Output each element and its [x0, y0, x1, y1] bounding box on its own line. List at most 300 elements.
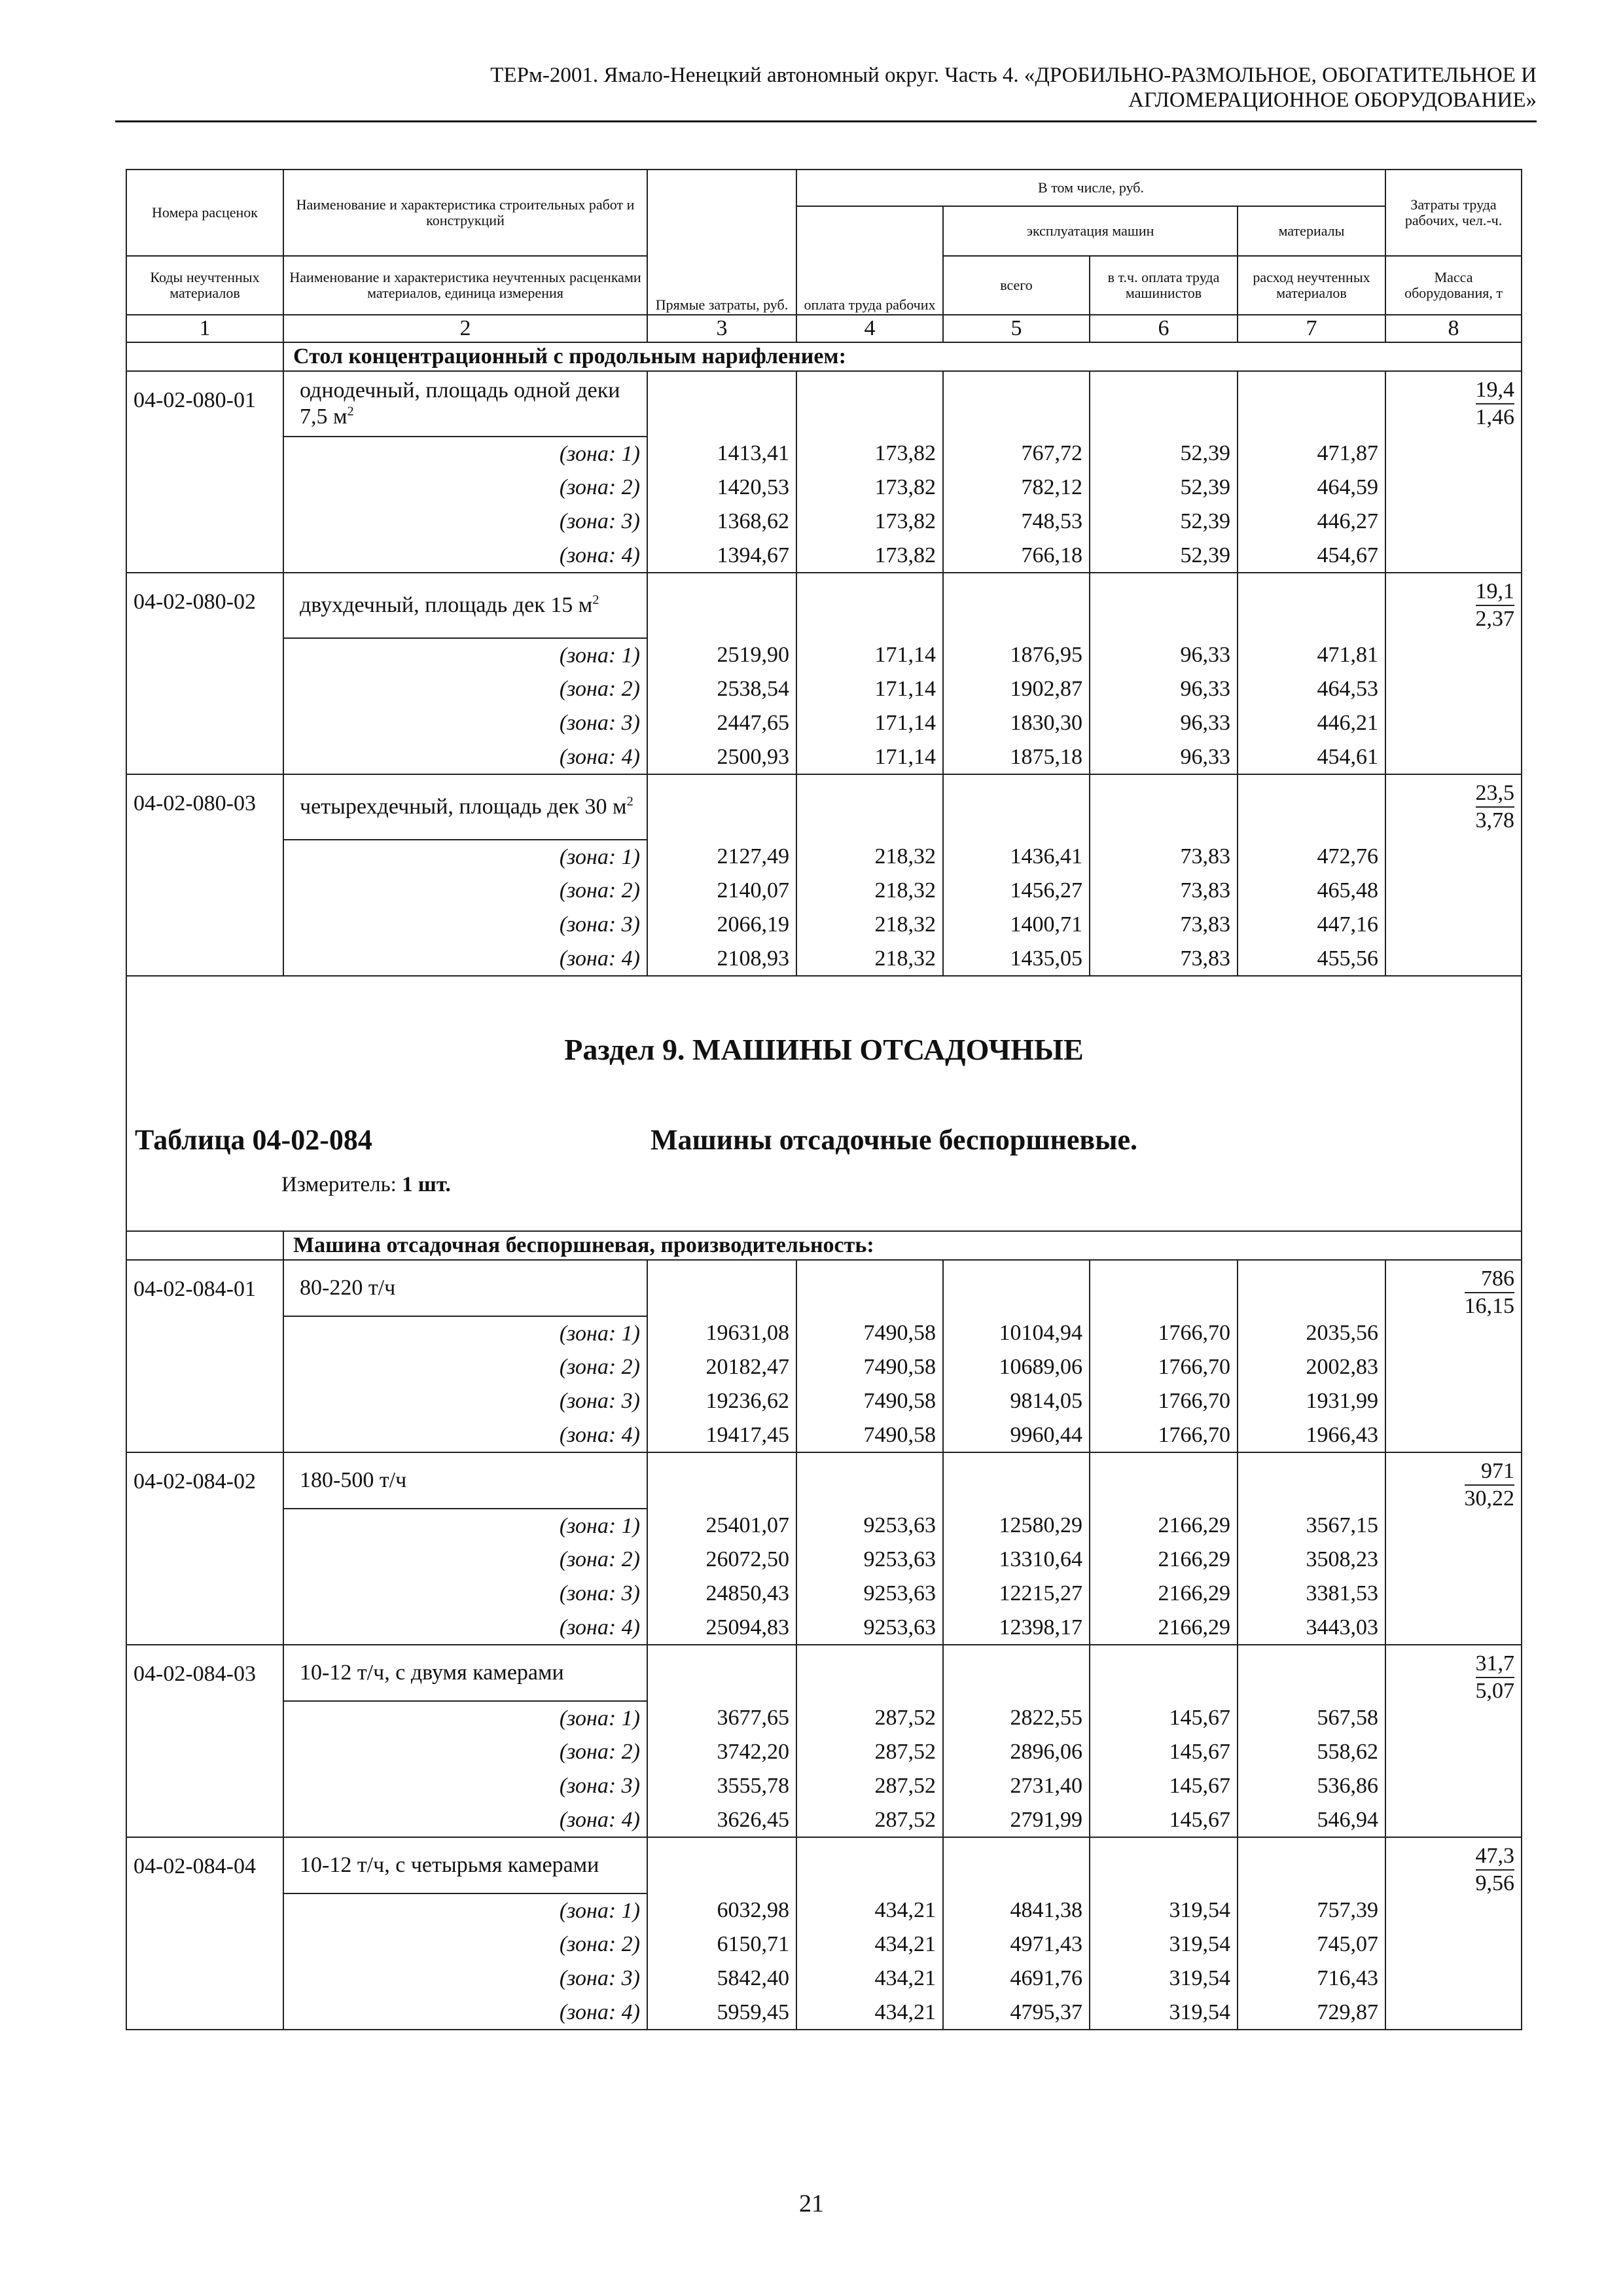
value-cell: 4971,43: [943, 1928, 1090, 1962]
value-cell: 218,32: [796, 908, 943, 942]
value-cell: 2731,40: [943, 1769, 1090, 1803]
value-cell: 2002,83: [1238, 1350, 1385, 1384]
superscript: 2: [347, 404, 354, 419]
empty-cell: [796, 371, 943, 437]
labor-mass-fraction: [1476, 780, 1515, 834]
zone-label: (зона: 4): [283, 539, 647, 573]
value-cell: 19631,08: [647, 1316, 796, 1350]
value-cell: 96,33: [1090, 638, 1238, 672]
equipment-mass: 5,07: [1475, 1679, 1515, 1703]
col7-header: расход неучтенных материалов: [1238, 256, 1385, 315]
labor-mass-cell: [1385, 371, 1522, 573]
value-cell: 73,83: [1090, 908, 1238, 942]
col8-header: Затраты труда рабочих, чел.-ч.: [1385, 170, 1522, 256]
value-cell: 19236,62: [647, 1384, 796, 1418]
value-cell: 20182,47: [647, 1350, 796, 1384]
value-cell: 145,67: [1090, 1701, 1238, 1735]
labor-cost: 19,4: [1476, 377, 1515, 404]
rate-code: 04-02-084-02: [126, 1452, 283, 1645]
labor-mass-fraction: [1476, 1651, 1515, 1704]
zone-label: (зона: 4): [283, 1803, 647, 1837]
equipment-mass: 2,37: [1475, 607, 1515, 631]
labor-mass-cell: [1385, 1260, 1522, 1452]
value-cell: 171,14: [796, 638, 943, 672]
rate-code: 04-02-084-03: [126, 1645, 283, 1837]
col8-subheader: Масса оборудования, т: [1385, 256, 1522, 315]
value-cell: 52,39: [1090, 437, 1238, 471]
value-cell: 9253,63: [796, 1509, 943, 1543]
value-cell: 173,82: [796, 437, 943, 471]
value-cell: 3626,45: [647, 1803, 796, 1837]
value-cell: 26072,50: [647, 1543, 796, 1577]
value-cell: 716,43: [1238, 1962, 1385, 1996]
value-cell: 5959,45: [647, 1996, 796, 2030]
value-cell: 1436,41: [943, 840, 1090, 874]
value-cell: 447,16: [1238, 908, 1385, 942]
empty-cell: [647, 1645, 796, 1701]
zone-label: (зона: 3): [283, 1769, 647, 1803]
value-cell: 472,76: [1238, 840, 1385, 874]
value-cell: 173,82: [796, 539, 943, 573]
value-cell: 464,59: [1238, 471, 1385, 505]
value-cell: 145,67: [1090, 1803, 1238, 1837]
value-cell: 218,32: [796, 874, 943, 908]
empty-cell: [943, 1452, 1090, 1509]
header-line-2: АГЛОМЕРАЦИОННОЕ ОБОРУДОВАНИЕ»: [1128, 88, 1537, 112]
labor-cost: 786: [1465, 1266, 1515, 1293]
value-cell: 25094,83: [647, 1611, 796, 1645]
group-header: В том числе, руб.: [796, 170, 1385, 206]
empty-cell: [796, 1645, 943, 1701]
item-name-text: 80-220 т/ч: [300, 1276, 396, 1300]
zone-label: (зона: 2): [283, 1735, 647, 1769]
value-cell: 9814,05: [943, 1384, 1090, 1418]
zone-row: [126, 1803, 1522, 1837]
value-cell: 745,07: [1238, 1928, 1385, 1962]
header-line-1: ТЕРм-2001. Ямало-Ненецкий автономный округ. Часть 4. «ДРОБИЛЬНО-РАЗМОЛЬНОЕ, ОБОГАТИТЕЛЬНОЕ И: [490, 63, 1537, 87]
zone-row: [126, 1893, 1522, 1928]
value-cell: 96,33: [1090, 740, 1238, 774]
value-cell: 4841,38: [943, 1893, 1090, 1928]
group-title: Стол концентрационный с продольным нарифлением:: [283, 342, 1522, 371]
zone-row: [126, 706, 1522, 740]
empty-cell: [796, 573, 943, 638]
value-cell: 287,52: [796, 1769, 943, 1803]
zone-row: [126, 638, 1522, 672]
value-cell: 1420,53: [647, 471, 796, 505]
item-name-text: однодечный, площадь одной деки 7,5 м: [300, 378, 620, 429]
zone-row: [126, 1611, 1522, 1645]
value-cell: 2166,29: [1090, 1509, 1238, 1543]
zone-row: [126, 1735, 1522, 1769]
value-cell: 1368,62: [647, 505, 796, 539]
labor-mass-fraction: [1465, 1266, 1515, 1319]
empty-cell: [647, 774, 796, 840]
value-cell: 9253,63: [796, 1611, 943, 1645]
table-row: [126, 1260, 1522, 1316]
value-cell: 6032,98: [647, 1893, 796, 1928]
labor-mass-cell: [1385, 774, 1522, 976]
value-cell: 73,83: [1090, 942, 1238, 976]
rate-code: 04-02-080-01: [126, 371, 283, 573]
empty-cell: [1238, 774, 1385, 840]
zone-row: [126, 505, 1522, 539]
equipment-mass: 16,15: [1464, 1294, 1515, 1318]
value-cell: 24850,43: [647, 1577, 796, 1611]
value-cell: 2035,56: [1238, 1316, 1385, 1350]
value-cell: 7490,58: [796, 1384, 943, 1418]
empty-cell: [796, 1260, 943, 1316]
zone-label: (зона: 2): [283, 1928, 647, 1962]
empty-cell: [647, 573, 796, 638]
empty-cell: [1238, 1837, 1385, 1893]
equipment-mass: 30,22: [1464, 1486, 1515, 1511]
labor-mass-fraction: [1476, 1843, 1515, 1897]
zone-row: [126, 908, 1522, 942]
value-cell: 434,21: [796, 1962, 943, 1996]
superscript: 2: [592, 592, 599, 607]
col-number: 7: [1238, 315, 1385, 342]
table-name: Машины отсадочные беспоршневые.: [651, 1124, 1138, 1156]
value-cell: 2108,93: [647, 942, 796, 976]
rate-code: 04-02-084-04: [126, 1837, 283, 2030]
value-cell: 1766,70: [1090, 1418, 1238, 1452]
zone-row: [126, 1701, 1522, 1735]
table-row: [126, 1645, 1522, 1701]
labor-cost: 19,1: [1476, 579, 1515, 606]
zone-row: [126, 1350, 1522, 1384]
empty-cell: [796, 774, 943, 840]
rates-table: [126, 169, 1522, 2030]
value-cell: 218,32: [796, 840, 943, 874]
labor-cost: 971: [1465, 1458, 1515, 1486]
value-cell: 2140,07: [647, 874, 796, 908]
value-cell: 536,86: [1238, 1769, 1385, 1803]
labor-mass-fraction: [1465, 1458, 1515, 1512]
equipment-mass: 9,56: [1475, 1871, 1515, 1895]
item-name: [283, 1452, 647, 1509]
value-cell: 2166,29: [1090, 1611, 1238, 1645]
col-number: 5: [943, 315, 1090, 342]
zone-label: (зона: 3): [283, 1384, 647, 1418]
value-cell: 3742,20: [647, 1735, 796, 1769]
table-row: [126, 573, 1522, 638]
superscript: 2: [626, 794, 633, 809]
table-row: [126, 371, 1522, 437]
value-cell: 446,27: [1238, 505, 1385, 539]
zone-label: (зона: 2): [283, 1350, 647, 1384]
value-cell: 173,82: [796, 471, 943, 505]
value-cell: 218,32: [796, 942, 943, 976]
item-name: [283, 1837, 647, 1893]
item-name-text: 10-12 т/ч, с двумя камерами: [300, 1660, 564, 1685]
zone-label: (зона: 1): [283, 1316, 647, 1350]
zone-row: [126, 1996, 1522, 2030]
value-cell: 7490,58: [796, 1350, 943, 1384]
value-cell: 471,87: [1238, 437, 1385, 471]
zone-label: (зона: 1): [283, 437, 647, 471]
empty-cell: [943, 371, 1090, 437]
equipment-mass: 3,78: [1475, 808, 1515, 833]
empty-cell: [1090, 573, 1238, 638]
zone-row: [126, 672, 1522, 706]
value-cell: 2896,06: [943, 1735, 1090, 1769]
zone-label: (зона: 4): [283, 740, 647, 774]
table-number: Таблица 04-02-084: [135, 1124, 372, 1156]
labor-mass-cell: [1385, 1452, 1522, 1645]
zone-label: (зона: 3): [283, 1577, 647, 1611]
item-name-text: двухдечный, площадь дек 15 м: [300, 593, 593, 617]
empty-cell: [1238, 573, 1385, 638]
value-cell: 2500,93: [647, 740, 796, 774]
value-cell: 1435,05: [943, 942, 1090, 976]
value-cell: 2519,90: [647, 638, 796, 672]
empty-cell: [1090, 371, 1238, 437]
value-cell: 13310,64: [943, 1543, 1090, 1577]
empty-cell: [943, 1260, 1090, 1316]
value-cell: 471,81: [1238, 638, 1385, 672]
zone-row: [126, 942, 1522, 976]
section-block: [126, 976, 1522, 1231]
value-cell: 1876,95: [943, 638, 1090, 672]
value-cell: 2127,49: [647, 840, 796, 874]
labor-mass-cell: [1385, 573, 1522, 774]
value-cell: 3567,15: [1238, 1509, 1385, 1543]
value-cell: 4691,76: [943, 1962, 1090, 1996]
value-cell: 319,54: [1090, 1893, 1238, 1928]
zone-row: [126, 1316, 1522, 1350]
value-cell: 9960,44: [943, 1418, 1090, 1452]
value-cell: 9253,63: [796, 1543, 943, 1577]
empty-cell: [126, 1231, 283, 1260]
section-title: Раздел 9. МАШИНЫ ОТСАДОЧНЫЕ: [564, 1033, 1084, 1066]
col-number: 6: [1090, 315, 1238, 342]
zone-row: [126, 1418, 1522, 1452]
labor-mass-fraction: [1476, 579, 1515, 632]
empty-cell: [1238, 1260, 1385, 1316]
zone-label: (зона: 2): [283, 874, 647, 908]
value-cell: 145,67: [1090, 1735, 1238, 1769]
value-cell: 12215,27: [943, 1577, 1090, 1611]
value-cell: 558,62: [1238, 1735, 1385, 1769]
item-name-text: 10-12 т/ч, с четырьмя камерами: [300, 1853, 599, 1877]
value-cell: 757,39: [1238, 1893, 1385, 1928]
value-cell: 319,54: [1090, 1962, 1238, 1996]
measure-unit: [281, 1172, 1521, 1198]
empty-cell: [126, 342, 283, 371]
zone-label: (зона: 4): [283, 942, 647, 976]
table-row: [126, 1837, 1522, 1893]
col6-header: в т.ч. оплата труда машинистов: [1090, 256, 1238, 315]
header-rule: [115, 120, 1537, 122]
zone-label: (зона: 1): [283, 1893, 647, 1928]
empty-cell: [1090, 1260, 1238, 1316]
item-name: [283, 774, 647, 840]
rate-code: 04-02-084-01: [126, 1260, 283, 1452]
value-cell: 25401,07: [647, 1509, 796, 1543]
zone-row: [126, 539, 1522, 573]
zone-row: [126, 1509, 1522, 1543]
value-cell: 1875,18: [943, 740, 1090, 774]
value-cell: 446,21: [1238, 706, 1385, 740]
col-number: 8: [1385, 315, 1522, 342]
empty-cell: [647, 1260, 796, 1316]
item-name: [283, 573, 647, 638]
value-cell: 767,72: [943, 437, 1090, 471]
value-cell: 2447,65: [647, 706, 796, 740]
value-cell: 96,33: [1090, 672, 1238, 706]
zone-label: (зона: 3): [283, 706, 647, 740]
value-cell: 287,52: [796, 1735, 943, 1769]
zone-label: (зона: 2): [283, 1543, 647, 1577]
zone-row: [126, 1962, 1522, 1996]
value-cell: 287,52: [796, 1803, 943, 1837]
value-cell: 7490,58: [796, 1418, 943, 1452]
col5-header: всего: [943, 256, 1090, 315]
empty-cell: [1090, 1452, 1238, 1509]
col1-header: Номера расценок: [126, 170, 283, 256]
empty-cell: [1238, 371, 1385, 437]
value-cell: 73,83: [1090, 874, 1238, 908]
empty-cell: [1090, 1645, 1238, 1701]
value-cell: 3443,03: [1238, 1611, 1385, 1645]
value-cell: 171,14: [796, 672, 943, 706]
value-cell: 171,14: [796, 706, 943, 740]
value-cell: 1966,43: [1238, 1418, 1385, 1452]
zone-label: (зона: 2): [283, 672, 647, 706]
value-cell: 2066,19: [647, 908, 796, 942]
table-row: [126, 774, 1522, 840]
labor-mass-cell: [1385, 1645, 1522, 1837]
value-cell: 434,21: [796, 1928, 943, 1962]
zone-label: (зона: 3): [283, 1962, 647, 1996]
value-cell: 1931,99: [1238, 1384, 1385, 1418]
value-cell: 5842,40: [647, 1962, 796, 1996]
value-cell: 12580,29: [943, 1509, 1090, 1543]
zone-row: [126, 740, 1522, 774]
machines-header: эксплуатация машин: [943, 206, 1238, 256]
item-name: [283, 1645, 647, 1701]
value-cell: 1456,27: [943, 874, 1090, 908]
zone-row: [126, 1384, 1522, 1418]
rate-code: 04-02-080-03: [126, 774, 283, 976]
value-cell: 9253,63: [796, 1577, 943, 1611]
zone-row: [126, 1577, 1522, 1611]
col1-subheader: Коды неучтенных материалов: [126, 256, 283, 315]
col-number: 1: [126, 315, 283, 342]
value-cell: 1413,41: [647, 437, 796, 471]
zone-label: (зона: 4): [283, 1996, 647, 2030]
value-cell: 3555,78: [647, 1769, 796, 1803]
value-cell: 748,53: [943, 505, 1090, 539]
group-title-row: [126, 342, 1522, 371]
value-cell: 546,94: [1238, 1803, 1385, 1837]
value-cell: 319,54: [1090, 1928, 1238, 1962]
value-cell: 52,39: [1090, 539, 1238, 573]
labor-mass-cell: [1385, 1837, 1522, 2030]
group-title-row: [126, 1231, 1522, 1260]
table-row: [126, 1452, 1522, 1509]
table-caption: [127, 1124, 1521, 1166]
value-cell: 454,61: [1238, 740, 1385, 774]
value-cell: 1902,87: [943, 672, 1090, 706]
labor-cost: 47,3: [1476, 1843, 1515, 1871]
value-cell: 1394,67: [647, 539, 796, 573]
section-row: [126, 976, 1522, 1231]
materials-header: материалы: [1238, 206, 1385, 256]
zone-label: (зона: 3): [283, 505, 647, 539]
empty-cell: [796, 1452, 943, 1509]
value-cell: 3677,65: [647, 1701, 796, 1735]
value-cell: 455,56: [1238, 942, 1385, 976]
empty-cell: [943, 573, 1090, 638]
value-cell: 171,14: [796, 740, 943, 774]
empty-cell: [1238, 1452, 1385, 1509]
value-cell: 766,18: [943, 539, 1090, 573]
zone-row: [126, 840, 1522, 874]
page-number: 21: [799, 2190, 824, 2217]
value-cell: 464,53: [1238, 672, 1385, 706]
empty-cell: [943, 774, 1090, 840]
value-cell: 567,58: [1238, 1701, 1385, 1735]
value-cell: 12398,17: [943, 1611, 1090, 1645]
col2-header: Наименование и характеристика строительных работ и конструкций: [283, 170, 647, 256]
empty-cell: [1090, 1837, 1238, 1893]
value-cell: 2538,54: [647, 672, 796, 706]
item-name-text: четырехдечный, площадь дек 30 м: [300, 795, 627, 819]
col-number: 4: [796, 315, 943, 342]
value-cell: 3508,23: [1238, 1543, 1385, 1577]
rate-code: 04-02-080-02: [126, 573, 283, 774]
value-cell: 2791,99: [943, 1803, 1090, 1837]
value-cell: 2822,55: [943, 1701, 1090, 1735]
empty-cell: [647, 371, 796, 437]
value-cell: 1766,70: [1090, 1316, 1238, 1350]
value-cell: 1766,70: [1090, 1384, 1238, 1418]
value-cell: 10104,94: [943, 1316, 1090, 1350]
value-cell: 729,87: [1238, 1996, 1385, 2030]
running-header: [124, 63, 1537, 113]
zone-row: [126, 1543, 1522, 1577]
value-cell: 7490,58: [796, 1316, 943, 1350]
measure-value: 1 шт.: [402, 1173, 451, 1196]
value-cell: 10689,06: [943, 1350, 1090, 1384]
value-cell: 173,82: [796, 505, 943, 539]
item-name-text: 180-500 т/ч: [300, 1468, 407, 1492]
value-cell: 287,52: [796, 1701, 943, 1735]
value-cell: 52,39: [1090, 471, 1238, 505]
value-cell: 1766,70: [1090, 1350, 1238, 1384]
empty-cell: [1090, 774, 1238, 840]
zone-label: (зона: 3): [283, 908, 647, 942]
value-cell: 3381,53: [1238, 1577, 1385, 1611]
measure-label: Измеритель:: [281, 1173, 397, 1196]
col2-subheader: Наименование и характеристика неучтенных расценками материалов, единица измерения: [283, 256, 647, 315]
value-cell: 319,54: [1090, 1996, 1238, 2030]
zone-label: (зона: 1): [283, 840, 647, 874]
value-cell: 454,67: [1238, 539, 1385, 573]
zone-row: [126, 1928, 1522, 1962]
empty-cell: [647, 1837, 796, 1893]
value-cell: 96,33: [1090, 706, 1238, 740]
zone-label: (зона: 4): [283, 1418, 647, 1452]
zone-row: [126, 874, 1522, 908]
labor-mass-fraction: [1476, 377, 1515, 431]
empty-cell: [943, 1837, 1090, 1893]
value-cell: 19417,45: [647, 1418, 796, 1452]
col-number: 2: [283, 315, 647, 342]
value-cell: 1400,71: [943, 908, 1090, 942]
